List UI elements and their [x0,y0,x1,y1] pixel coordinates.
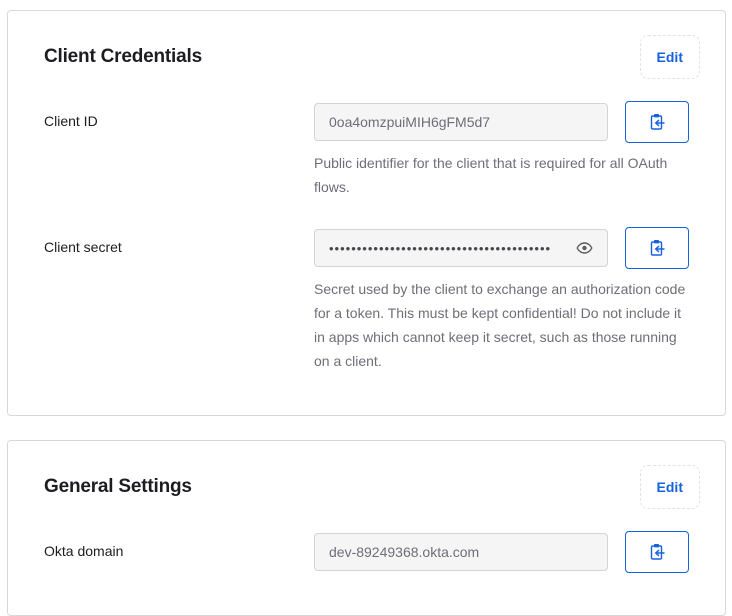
client-credentials-card [7,10,726,416]
clipboard-copy-icon [649,113,666,131]
general-settings-title: General Settings [44,476,192,497]
copy-okta-domain-button[interactable] [625,531,689,573]
eye-icon [576,241,593,255]
okta-domain-value: dev-89249368.okta.com [329,544,480,560]
okta-domain-label: Okta domain [44,543,124,559]
clipboard-copy-icon [649,543,666,561]
client-secret-label: Client secret [44,239,122,255]
client-id-row [44,101,689,199]
card-header [44,41,689,73]
clipboard-copy-icon [649,239,666,257]
card-header [44,471,689,503]
client-id-value: 0oa4omzpuiMIH6gFM5d7 [329,114,491,130]
client-secret-value: •••••••••••••••••••••••••••••••••••••••• [329,240,552,256]
okta-domain-row [44,531,689,573]
okta-domain-input[interactable] [314,533,608,571]
client-id-help: Public identifier for the client that is required for all OAuth flows. [314,155,668,195]
client-id-input[interactable] [314,103,608,141]
general-settings-card [7,440,726,616]
client-id-label: Client ID [44,113,98,129]
client-secret-input[interactable] [314,229,608,267]
copy-client-id-button[interactable] [625,101,689,143]
edit-client-credentials-button[interactable]: Edit [640,35,700,79]
client-secret-help: Secret used by the client to exchange an authorization code for a token. This must be kept confidential! Do not include it in apps which cannot keep it secret, such as those running on a client. [314,281,686,369]
copy-client-secret-button[interactable] [625,227,689,269]
reveal-secret-button[interactable] [568,241,593,255]
client-secret-row [44,227,689,373]
edit-general-settings-button[interactable]: Edit [640,465,700,509]
client-credentials-title: Client Credentials [44,46,202,67]
